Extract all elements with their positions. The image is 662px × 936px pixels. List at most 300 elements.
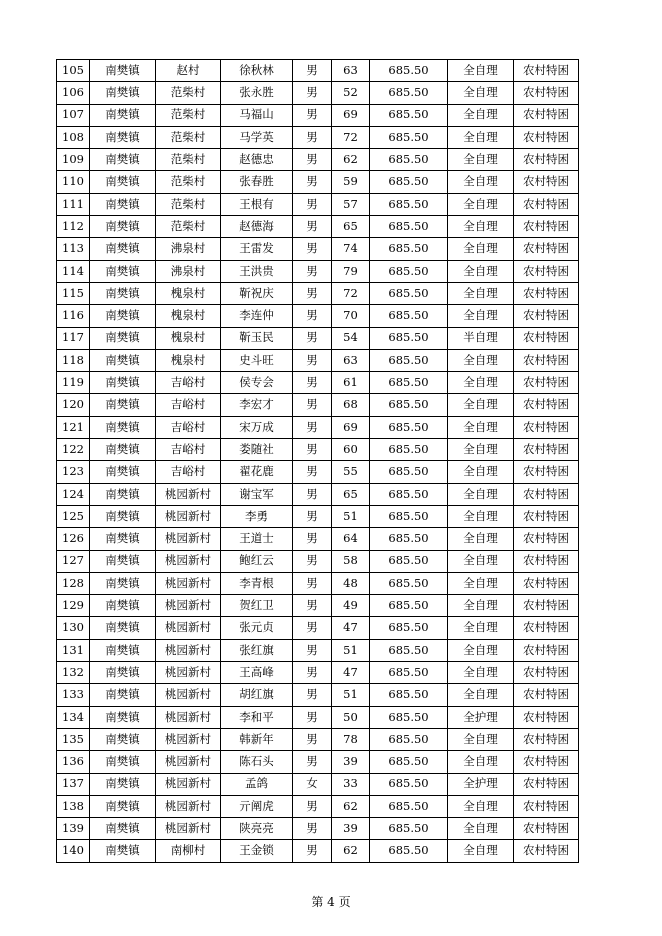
cell-category: 农村特困: [514, 104, 579, 126]
cell-amount: 685.50: [370, 505, 448, 527]
cell-category: 农村特困: [514, 840, 579, 862]
cell-age: 58: [332, 550, 370, 572]
table-row: [57, 126, 579, 148]
cell-amount: 685.50: [370, 60, 448, 82]
cell-age: 63: [332, 349, 370, 371]
cell-category: 农村特困: [514, 126, 579, 148]
cell-care-level: 全自理: [448, 149, 514, 171]
cell-category: 农村特困: [514, 439, 579, 461]
cell-village: 桃园新村: [156, 706, 221, 728]
cell-category: 农村特困: [514, 773, 579, 795]
cell-amount: 685.50: [370, 751, 448, 773]
cell-age: 60: [332, 439, 370, 461]
cell-age: 59: [332, 171, 370, 193]
cell-name: 孟鸽: [221, 773, 293, 795]
cell-serial: 135: [57, 728, 90, 750]
cell-care-level: 全自理: [448, 82, 514, 104]
cell-category: 农村特困: [514, 550, 579, 572]
cell-age: 54: [332, 327, 370, 349]
cell-care-level: 全自理: [448, 349, 514, 371]
cell-village: 范柴村: [156, 193, 221, 215]
cell-age: 68: [332, 394, 370, 416]
cell-town: 南樊镇: [90, 662, 156, 684]
cell-gender: 男: [293, 595, 332, 617]
cell-care-level: 全自理: [448, 282, 514, 304]
cell-town: 南樊镇: [90, 238, 156, 260]
cell-town: 南樊镇: [90, 349, 156, 371]
cell-care-level: 半自理: [448, 327, 514, 349]
cell-category: 农村特困: [514, 505, 579, 527]
cell-serial: 106: [57, 82, 90, 104]
cell-care-level: 全自理: [448, 260, 514, 282]
cell-amount: 685.50: [370, 617, 448, 639]
cell-serial: 112: [57, 216, 90, 238]
cell-gender: 男: [293, 372, 332, 394]
cell-name: 靳祝庆: [221, 282, 293, 304]
table-row: [57, 639, 579, 661]
cell-town: 南樊镇: [90, 461, 156, 483]
cell-serial: 108: [57, 126, 90, 148]
cell-gender: 男: [293, 617, 332, 639]
cell-care-level: 全自理: [448, 728, 514, 750]
cell-amount: 685.50: [370, 595, 448, 617]
cell-town: 南樊镇: [90, 751, 156, 773]
cell-town: 南樊镇: [90, 505, 156, 527]
cell-care-level: 全自理: [448, 171, 514, 193]
cell-age: 72: [332, 282, 370, 304]
cell-age: 69: [332, 104, 370, 126]
cell-serial: 128: [57, 572, 90, 594]
table-row: [57, 595, 579, 617]
table-row: [57, 416, 579, 438]
cell-name: 李勇: [221, 505, 293, 527]
cell-amount: 685.50: [370, 795, 448, 817]
cell-gender: 男: [293, 305, 332, 327]
cell-town: 南樊镇: [90, 706, 156, 728]
cell-care-level: 全自理: [448, 483, 514, 505]
table-row: [57, 82, 579, 104]
cell-age: 51: [332, 639, 370, 661]
cell-amount: 685.50: [370, 639, 448, 661]
cell-name: 李和平: [221, 706, 293, 728]
page-footer: [0, 893, 662, 910]
cell-gender: 男: [293, 149, 332, 171]
cell-amount: 685.50: [370, 238, 448, 260]
cell-gender: 男: [293, 461, 332, 483]
relief-roster-table: [56, 59, 579, 863]
cell-gender: 男: [293, 639, 332, 661]
cell-serial: 105: [57, 60, 90, 82]
cell-amount: 685.50: [370, 840, 448, 862]
cell-category: 农村特困: [514, 728, 579, 750]
table-row: [57, 684, 579, 706]
cell-category: 农村特困: [514, 193, 579, 215]
cell-gender: 男: [293, 572, 332, 594]
cell-amount: 685.50: [370, 394, 448, 416]
cell-gender: 男: [293, 104, 332, 126]
cell-village: 桃园新村: [156, 818, 221, 840]
cell-care-level: 全自理: [448, 528, 514, 550]
table-row: [57, 483, 579, 505]
cell-amount: 685.50: [370, 818, 448, 840]
cell-category: 农村特困: [514, 82, 579, 104]
cell-care-level: 全自理: [448, 216, 514, 238]
cell-serial: 122: [57, 439, 90, 461]
cell-name: 陈石头: [221, 751, 293, 773]
table-row: [57, 394, 579, 416]
cell-age: 47: [332, 662, 370, 684]
cell-amount: 685.50: [370, 684, 448, 706]
cell-village: 赵村: [156, 60, 221, 82]
table-body: [57, 60, 579, 863]
cell-category: 农村特困: [514, 394, 579, 416]
cell-amount: 685.50: [370, 216, 448, 238]
cell-age: 49: [332, 595, 370, 617]
cell-village: 沸泉村: [156, 238, 221, 260]
cell-amount: 685.50: [370, 706, 448, 728]
cell-age: 62: [332, 840, 370, 862]
cell-care-level: 全自理: [448, 505, 514, 527]
cell-town: 南樊镇: [90, 639, 156, 661]
cell-age: 51: [332, 505, 370, 527]
table-row: [57, 260, 579, 282]
cell-age: 74: [332, 238, 370, 260]
cell-gender: 男: [293, 193, 332, 215]
cell-category: 农村特困: [514, 639, 579, 661]
cell-category: 农村特困: [514, 662, 579, 684]
cell-age: 61: [332, 372, 370, 394]
cell-care-level: 全自理: [448, 416, 514, 438]
cell-amount: 685.50: [370, 82, 448, 104]
cell-name: 马学英: [221, 126, 293, 148]
cell-gender: 男: [293, 528, 332, 550]
cell-serial: 130: [57, 617, 90, 639]
cell-name: 王高峰: [221, 662, 293, 684]
cell-age: 50: [332, 706, 370, 728]
table-row: [57, 149, 579, 171]
table-row: [57, 104, 579, 126]
cell-amount: 685.50: [370, 483, 448, 505]
cell-village: 桃园新村: [156, 595, 221, 617]
cell-village: 吉峪村: [156, 439, 221, 461]
cell-age: 63: [332, 60, 370, 82]
cell-name: 张元贞: [221, 617, 293, 639]
cell-care-level: 全护理: [448, 706, 514, 728]
table-row: [57, 193, 579, 215]
cell-care-level: 全护理: [448, 773, 514, 795]
cell-village: 范柴村: [156, 126, 221, 148]
cell-village: 桃园新村: [156, 505, 221, 527]
cell-town: 南樊镇: [90, 684, 156, 706]
cell-village: 桃园新村: [156, 684, 221, 706]
table-row: [57, 728, 579, 750]
cell-town: 南樊镇: [90, 260, 156, 282]
cell-gender: 男: [293, 483, 332, 505]
cell-category: 农村特困: [514, 461, 579, 483]
cell-name: 赵德海: [221, 216, 293, 238]
cell-category: 农村特困: [514, 684, 579, 706]
cell-age: 62: [332, 795, 370, 817]
cell-care-level: 全自理: [448, 639, 514, 661]
cell-name: 翟花鹿: [221, 461, 293, 483]
cell-serial: 132: [57, 662, 90, 684]
cell-village: 吉峪村: [156, 416, 221, 438]
table-row: [57, 818, 579, 840]
cell-category: 农村特困: [514, 327, 579, 349]
cell-care-level: 全自理: [448, 662, 514, 684]
cell-age: 47: [332, 617, 370, 639]
cell-name: 王雷发: [221, 238, 293, 260]
cell-town: 南樊镇: [90, 795, 156, 817]
cell-village: 槐泉村: [156, 349, 221, 371]
cell-serial: 111: [57, 193, 90, 215]
cell-care-level: 全自理: [448, 684, 514, 706]
cell-category: 农村特困: [514, 171, 579, 193]
cell-town: 南樊镇: [90, 126, 156, 148]
cell-name: 李连仲: [221, 305, 293, 327]
cell-care-level: 全自理: [448, 840, 514, 862]
cell-gender: 男: [293, 684, 332, 706]
cell-category: 农村特困: [514, 528, 579, 550]
cell-name: 赵德忠: [221, 149, 293, 171]
cell-serial: 127: [57, 550, 90, 572]
cell-village: 桃园新村: [156, 550, 221, 572]
cell-serial: 124: [57, 483, 90, 505]
cell-amount: 685.50: [370, 260, 448, 282]
cell-village: 桃园新村: [156, 728, 221, 750]
cell-name: 张永胜: [221, 82, 293, 104]
table-row: [57, 773, 579, 795]
cell-amount: 685.50: [370, 372, 448, 394]
cell-name: 史斗旺: [221, 349, 293, 371]
cell-town: 南樊镇: [90, 773, 156, 795]
cell-village: 范柴村: [156, 104, 221, 126]
cell-name: 陕亮亮: [221, 818, 293, 840]
cell-town: 南樊镇: [90, 728, 156, 750]
cell-gender: 男: [293, 216, 332, 238]
cell-serial: 114: [57, 260, 90, 282]
cell-town: 南樊镇: [90, 840, 156, 862]
cell-gender: 男: [293, 795, 332, 817]
cell-town: 南樊镇: [90, 193, 156, 215]
cell-care-level: 全自理: [448, 550, 514, 572]
cell-category: 农村特困: [514, 260, 579, 282]
cell-amount: 685.50: [370, 126, 448, 148]
table-row: [57, 751, 579, 773]
cell-town: 南樊镇: [90, 171, 156, 193]
cell-gender: 男: [293, 706, 332, 728]
table-row: [57, 305, 579, 327]
cell-age: 57: [332, 193, 370, 215]
cell-village: 桃园新村: [156, 483, 221, 505]
cell-gender: 男: [293, 327, 332, 349]
cell-age: 78: [332, 728, 370, 750]
cell-amount: 685.50: [370, 171, 448, 193]
cell-amount: 685.50: [370, 193, 448, 215]
cell-name: 娄随社: [221, 439, 293, 461]
cell-name: 徐秋林: [221, 60, 293, 82]
cell-name: 亓阐虎: [221, 795, 293, 817]
cell-category: 农村特困: [514, 149, 579, 171]
cell-care-level: 全自理: [448, 193, 514, 215]
cell-town: 南樊镇: [90, 439, 156, 461]
cell-village: 槐泉村: [156, 327, 221, 349]
cell-amount: 685.50: [370, 439, 448, 461]
cell-village: 吉峪村: [156, 394, 221, 416]
table-row: [57, 349, 579, 371]
cell-town: 南樊镇: [90, 82, 156, 104]
cell-age: 39: [332, 818, 370, 840]
cell-age: 33: [332, 773, 370, 795]
table-row: [57, 439, 579, 461]
cell-amount: 685.50: [370, 773, 448, 795]
cell-name: 张红旗: [221, 639, 293, 661]
cell-village: 桃园新村: [156, 773, 221, 795]
cell-category: 农村特困: [514, 751, 579, 773]
cell-town: 南樊镇: [90, 416, 156, 438]
cell-name: 靳玉民: [221, 327, 293, 349]
cell-serial: 131: [57, 639, 90, 661]
cell-amount: 685.50: [370, 349, 448, 371]
cell-village: 桃园新村: [156, 617, 221, 639]
cell-category: 农村特困: [514, 818, 579, 840]
cell-amount: 685.50: [370, 572, 448, 594]
cell-care-level: 全自理: [448, 751, 514, 773]
cell-village: 槐泉村: [156, 282, 221, 304]
cell-name: 李青根: [221, 572, 293, 594]
table-row: [57, 528, 579, 550]
table-row: [57, 327, 579, 349]
cell-name: 贺红卫: [221, 595, 293, 617]
cell-village: 南柳村: [156, 840, 221, 862]
cell-village: 沸泉村: [156, 260, 221, 282]
cell-category: 农村特困: [514, 282, 579, 304]
cell-town: 南樊镇: [90, 104, 156, 126]
cell-village: 桃园新村: [156, 572, 221, 594]
cell-serial: 121: [57, 416, 90, 438]
cell-name: 李宏才: [221, 394, 293, 416]
cell-town: 南樊镇: [90, 528, 156, 550]
cell-care-level: 全自理: [448, 238, 514, 260]
cell-gender: 男: [293, 282, 332, 304]
cell-category: 农村特困: [514, 372, 579, 394]
cell-serial: 116: [57, 305, 90, 327]
cell-serial: 119: [57, 372, 90, 394]
cell-village: 吉峪村: [156, 372, 221, 394]
table-row: [57, 662, 579, 684]
cell-gender: 男: [293, 505, 332, 527]
cell-name: 侯专会: [221, 372, 293, 394]
cell-serial: 125: [57, 505, 90, 527]
cell-serial: 137: [57, 773, 90, 795]
cell-village: 槐泉村: [156, 305, 221, 327]
cell-name: 谢宝军: [221, 483, 293, 505]
cell-age: 64: [332, 528, 370, 550]
table-row: [57, 572, 579, 594]
table-row: [57, 840, 579, 862]
cell-gender: 男: [293, 818, 332, 840]
cell-care-level: 全自理: [448, 818, 514, 840]
cell-gender: 女: [293, 773, 332, 795]
cell-town: 南樊镇: [90, 572, 156, 594]
cell-serial: 117: [57, 327, 90, 349]
cell-category: 农村特困: [514, 416, 579, 438]
table-row: [57, 505, 579, 527]
cell-town: 南樊镇: [90, 818, 156, 840]
cell-category: 农村特困: [514, 60, 579, 82]
cell-name: 宋万成: [221, 416, 293, 438]
cell-age: 69: [332, 416, 370, 438]
cell-serial: 136: [57, 751, 90, 773]
cell-age: 51: [332, 684, 370, 706]
cell-age: 65: [332, 483, 370, 505]
cell-age: 48: [332, 572, 370, 594]
cell-serial: 123: [57, 461, 90, 483]
table-row: [57, 171, 579, 193]
cell-town: 南樊镇: [90, 617, 156, 639]
cell-village: 桃园新村: [156, 795, 221, 817]
page-number: 第 4 页: [311, 895, 351, 909]
cell-name: 王道士: [221, 528, 293, 550]
cell-town: 南樊镇: [90, 483, 156, 505]
cell-category: 农村特困: [514, 216, 579, 238]
cell-gender: 男: [293, 238, 332, 260]
cell-amount: 685.50: [370, 282, 448, 304]
cell-category: 农村特困: [514, 706, 579, 728]
cell-gender: 男: [293, 662, 332, 684]
table-row: [57, 461, 579, 483]
cell-serial: 138: [57, 795, 90, 817]
cell-category: 农村特困: [514, 617, 579, 639]
cell-age: 39: [332, 751, 370, 773]
cell-village: 桃园新村: [156, 639, 221, 661]
cell-gender: 男: [293, 60, 332, 82]
table-row: [57, 282, 579, 304]
cell-category: 农村特困: [514, 349, 579, 371]
cell-care-level: 全自理: [448, 394, 514, 416]
cell-care-level: 全自理: [448, 126, 514, 148]
cell-name: 王金锁: [221, 840, 293, 862]
cell-amount: 685.50: [370, 550, 448, 572]
cell-gender: 男: [293, 394, 332, 416]
cell-care-level: 全自理: [448, 305, 514, 327]
cell-category: 农村特困: [514, 795, 579, 817]
cell-gender: 男: [293, 439, 332, 461]
cell-gender: 男: [293, 728, 332, 750]
cell-serial: 139: [57, 818, 90, 840]
cell-amount: 685.50: [370, 327, 448, 349]
cell-care-level: 全自理: [448, 617, 514, 639]
cell-town: 南樊镇: [90, 394, 156, 416]
cell-town: 南樊镇: [90, 282, 156, 304]
table-row: [57, 216, 579, 238]
cell-gender: 男: [293, 171, 332, 193]
cell-serial: 110: [57, 171, 90, 193]
cell-village: 范柴村: [156, 149, 221, 171]
cell-village: 桃园新村: [156, 528, 221, 550]
cell-gender: 男: [293, 751, 332, 773]
cell-serial: 118: [57, 349, 90, 371]
cell-village: 吉峪村: [156, 461, 221, 483]
cell-gender: 男: [293, 82, 332, 104]
cell-category: 农村特困: [514, 305, 579, 327]
cell-category: 农村特困: [514, 595, 579, 617]
cell-town: 南樊镇: [90, 60, 156, 82]
cell-serial: 115: [57, 282, 90, 304]
cell-name: 马福山: [221, 104, 293, 126]
cell-age: 65: [332, 216, 370, 238]
cell-age: 70: [332, 305, 370, 327]
